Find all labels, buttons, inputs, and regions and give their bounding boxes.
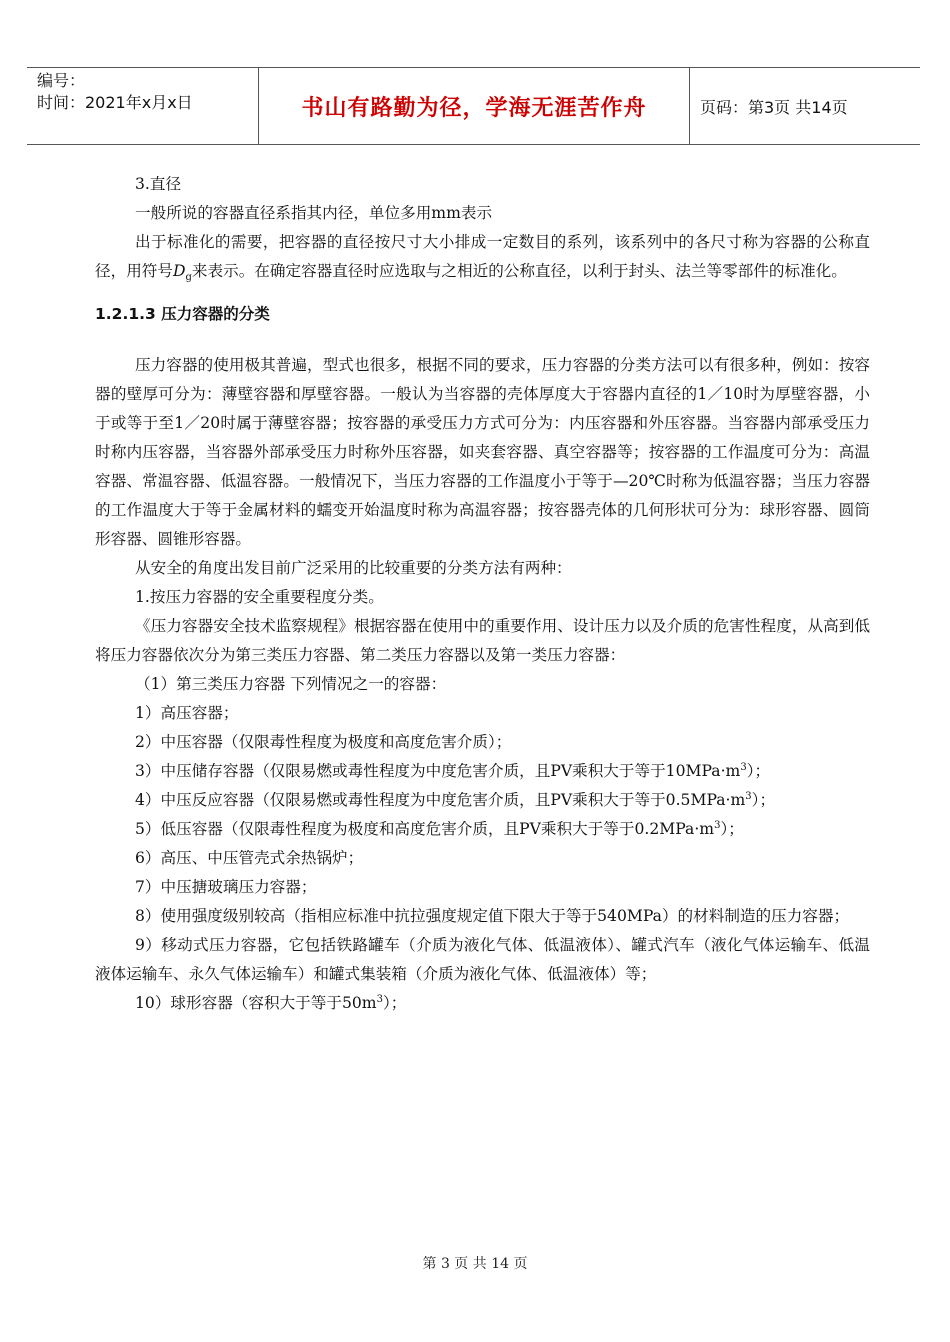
text-run: ）； bbox=[720, 820, 744, 838]
list-item: 1）高压容器； bbox=[135, 704, 239, 722]
paragraph: 《压力容器安全技术监察规程》根据容器在使用中的重要作用、设计压力以及介质的危害性程度，从高到低将压力容器依次分为第三类压力容器、第二类压力容器以及第一类压力容器： bbox=[95, 617, 870, 664]
list-item bbox=[95, 786, 870, 815]
text-run: ）； bbox=[382, 994, 407, 1012]
list-item: 2）中压容器（仅限毒性程度为极度和高度危害介质）； bbox=[135, 733, 512, 751]
symbol-subscript: g bbox=[185, 272, 192, 284]
paragraph: 压力容器的使用极其普遍，型式也很多，根据不同的要求，压力容器的分类方法可以有很多种，例如：按容器的壁厚可分为：薄壁容器和厚壁容器。一般认为当容器的壳体厚度大于容器内直径的1／10时为厚壁容器，小于或等于至1／20时属于薄壁容器；按容器的承受压力方式可分为：内压容器和外压容器。当容器内部承受压力时称内压容器，当容器外部承受压力时称外压容器，如夹套容器、真空容器等；按容器的工作温度可分为：高温容器、常温容器、低温容器。一般情况下，当压力容器的工作温度小于等于—20℃时称为低温容器；当压力容器的工作温度大于等于金属材料的蠕变开始温度时称为高温容器；按容器壳体的几何形状可分为：球形容器、圆筒形容器、圆锥形容器。 bbox=[95, 356, 870, 548]
time-label: 时间：2021年x月x日 bbox=[37, 93, 193, 112]
list-item: 7）中压搪玻璃压力容器； bbox=[135, 878, 317, 896]
document-body bbox=[95, 170, 870, 1018]
superscript: 3 bbox=[740, 761, 747, 773]
paragraph: 一般所说的容器直径系指其内径，单位多用mm表示 bbox=[135, 204, 493, 222]
paragraph: 1.按压力容器的安全重要程度分类。 bbox=[135, 588, 384, 606]
text-run: 5）低压容器（仅限毒性程度为极度和高度危害介质，且PV乘积大于等于0.2MPa·m bbox=[135, 820, 715, 838]
number-label: 编号： bbox=[37, 71, 86, 90]
header-page-cell bbox=[690, 68, 920, 144]
symbol-d: D bbox=[172, 262, 186, 280]
list-item: 8）使用强度级别较高（指相应标准中抗拉强度规定值下限大于等于540MPa）的材料制造的压力容器； bbox=[135, 907, 850, 925]
header-meta-cell bbox=[27, 68, 259, 144]
list-heading: （1）第三类压力容器 下列情况之一的容器： bbox=[135, 675, 447, 693]
superscript: 3 bbox=[376, 993, 383, 1005]
list-item: 6）高压、中压管壳式余热锅炉； bbox=[135, 849, 364, 867]
list-item bbox=[95, 989, 870, 1018]
paragraph bbox=[95, 228, 870, 286]
superscript: 3 bbox=[714, 819, 721, 831]
section-heading: 1.2.1.3 压力容器的分类 bbox=[95, 305, 270, 323]
text-run: 3）中压储存容器（仅限易燃或毒性程度为中度危害介质，且PV乘积大于等于10MPa·m bbox=[135, 762, 741, 780]
text-run: 出于标准化的需要，把容器的直径按尺寸大小排成一定数目的系列，该系列中的各尺寸称为容器的公称直径，用符号 bbox=[95, 233, 870, 280]
header-motto: 书山有路勤为径，学海无涯苦作舟 bbox=[301, 94, 647, 121]
header-table bbox=[27, 67, 920, 145]
header-page-number: 页码：第3页 共14页 bbox=[700, 97, 848, 117]
list-item bbox=[95, 757, 870, 786]
section-title: 3.直径 bbox=[135, 175, 182, 193]
text-run: ）； bbox=[751, 791, 776, 809]
superscript: 3 bbox=[745, 790, 752, 802]
text-run: ）； bbox=[746, 762, 771, 780]
text-run: 10）球形容器（容积大于等于50m bbox=[135, 994, 377, 1012]
text-run: 来表示。在确定容器直径时应选取与之相近的公称直径，以利于封头、法兰等零部件的标准化。 bbox=[191, 262, 847, 280]
list-item: 9）移动式压力容器，它包括铁路罐车（介质为液化气体、低温液体）、罐式汽车（液化气体运输车、低温液体运输车、永久气体运输车）和罐式集装箱（介质为液化气体、低温液体）等； bbox=[95, 936, 870, 983]
list-item bbox=[95, 815, 870, 844]
text-run: 4）中压反应容器（仅限易燃或毒性程度为中度危害介质，且PV乘积大于等于0.5MPa·m bbox=[135, 791, 746, 809]
header-motto-cell bbox=[259, 68, 690, 144]
paragraph: 从安全的角度出发目前广泛采用的比较重要的分类方法有两种： bbox=[135, 559, 572, 577]
page-footer: 第 3 页 共 14 页 bbox=[422, 1256, 528, 1272]
